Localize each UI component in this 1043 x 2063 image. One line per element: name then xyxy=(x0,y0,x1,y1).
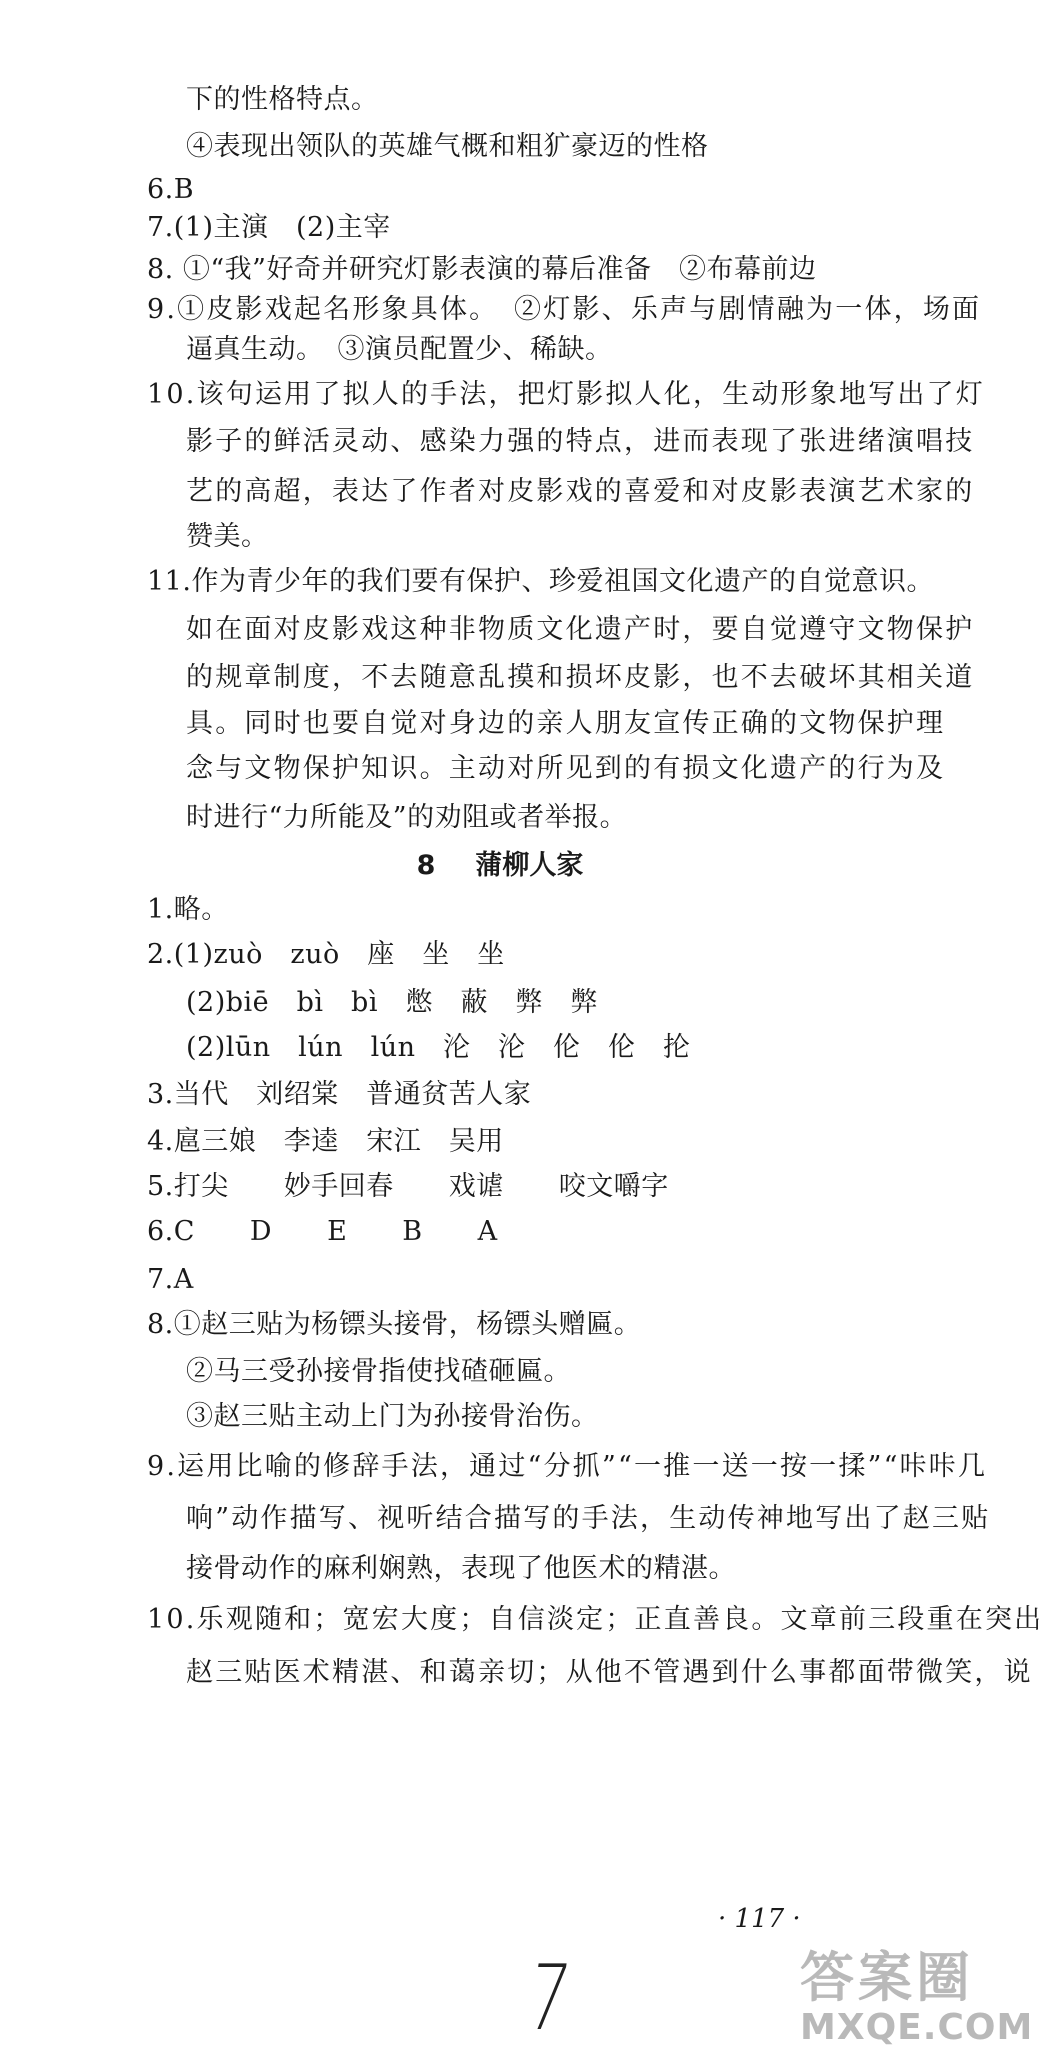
section-number: 8 xyxy=(416,850,436,881)
text-line: 9.①皮影戏起名形象具体。 ②灯影、乐声与剧情融为一体，场面 xyxy=(147,294,982,325)
text-line: ③赵三贴主动上门为孙接骨治伤。 xyxy=(186,1401,599,1432)
text-line: 赵三贴医术精湛、和蔼亲切；从他不管遇到什么事都面带微笑，说 xyxy=(186,1657,1033,1688)
text-line: 具。同时也要自觉对身边的亲人朋友宣传正确的文物保护理 xyxy=(186,708,946,739)
text-line: 时进行“力所能及”的劝阻或者举报。 xyxy=(186,802,628,833)
text-line: 10.乐观随和；宽宏大度；自信淡定；正直善良。文章前三段重在突出 xyxy=(147,1604,1043,1635)
handwritten-mark: 7 xyxy=(521,1946,577,2051)
text-line: 6.C D E B A xyxy=(147,1216,498,1247)
page-number: · 117 · xyxy=(718,1904,801,1934)
text-line: 逼真生动。 ③演员配置少、稀缺。 xyxy=(186,334,613,365)
text-line: 8.①赵三贴为杨镖头接骨，杨镖头赠匾。 xyxy=(147,1309,642,1340)
text-line: 7.A xyxy=(147,1264,194,1295)
text-line: 接骨动作的麻利娴熟，表现了他医术的精湛。 xyxy=(186,1553,736,1584)
text-line: 赞美。 xyxy=(186,521,269,552)
text-line: 影子的鲜活灵动、感染力强的特点，进而表现了张进绪演唱技 xyxy=(186,426,975,457)
text-line: (2)lūn lún lún 沦 沦 伦 伦 抡 xyxy=(186,1032,691,1063)
text-line: (2)biē bì bì 憋 蔽 弊 弊 xyxy=(186,987,598,1018)
text-line: 下的性格特点。 xyxy=(186,84,379,115)
text-line: 5.打尖 妙手回春 戏谑 咬文嚼字 xyxy=(147,1171,669,1202)
text-line: 艺的高超，表达了作者对皮影戏的喜爱和对皮影表演艺术家的 xyxy=(186,476,975,507)
text-line: 10.该句运用了拟人的手法，把灯影拟人化，生动形象地写出了灯 xyxy=(147,379,985,410)
section-title: 蒲柳人家 xyxy=(475,850,584,881)
text-line: 9.运用比喻的修辞手法，通过“分抓”“一推一送一按一揉”“咔咔几 xyxy=(147,1451,988,1482)
watermark xyxy=(790,1935,1034,2055)
watermark-url: MXQE.COM xyxy=(800,2007,1034,2048)
text-line: 6.B xyxy=(147,174,195,205)
text-line: 2.(1)zuò zuò 座 坐 坐 xyxy=(147,939,505,970)
text-line: 3.当代 刘绍棠 普通贫苦人家 xyxy=(147,1079,532,1110)
text-line: 念与文物保护知识。主动对所见到的有损文化遗产的行为及 xyxy=(186,753,946,784)
text-line: ②马三受孙接骨指使找碴砸匾。 xyxy=(186,1356,571,1387)
text-line: 11.作为青少年的我们要有保护、珍爱祖国文化遗产的自觉意识。 xyxy=(147,566,934,597)
text-line: 1.略。 xyxy=(147,894,229,925)
section-heading xyxy=(0,849,1000,883)
text-line: 响”动作描写、视听结合描写的手法，生动传神地写出了赵三贴 xyxy=(186,1503,991,1534)
text-line: 4.扈三娘 李逵 宋江 吴用 xyxy=(147,1126,504,1157)
text-line: 如在面对皮影戏这种非物质文化遗产时，要自觉遵守文物保护 xyxy=(186,614,975,645)
text-line: 8. ①“我”好奇并研究灯影表演的幕后准备 ②布幕前边 xyxy=(147,254,817,285)
watermark-text: 答案圈 xyxy=(800,1946,974,2009)
text-line: 7.(1)主演 (2)主宰 xyxy=(147,212,391,243)
text-line: 的规章制度，不去随意乱摸和损坏皮影，也不去破坏其相关道 xyxy=(186,662,975,693)
text-line: ④表现出领队的英雄气概和粗犷豪迈的性格 xyxy=(186,131,709,162)
